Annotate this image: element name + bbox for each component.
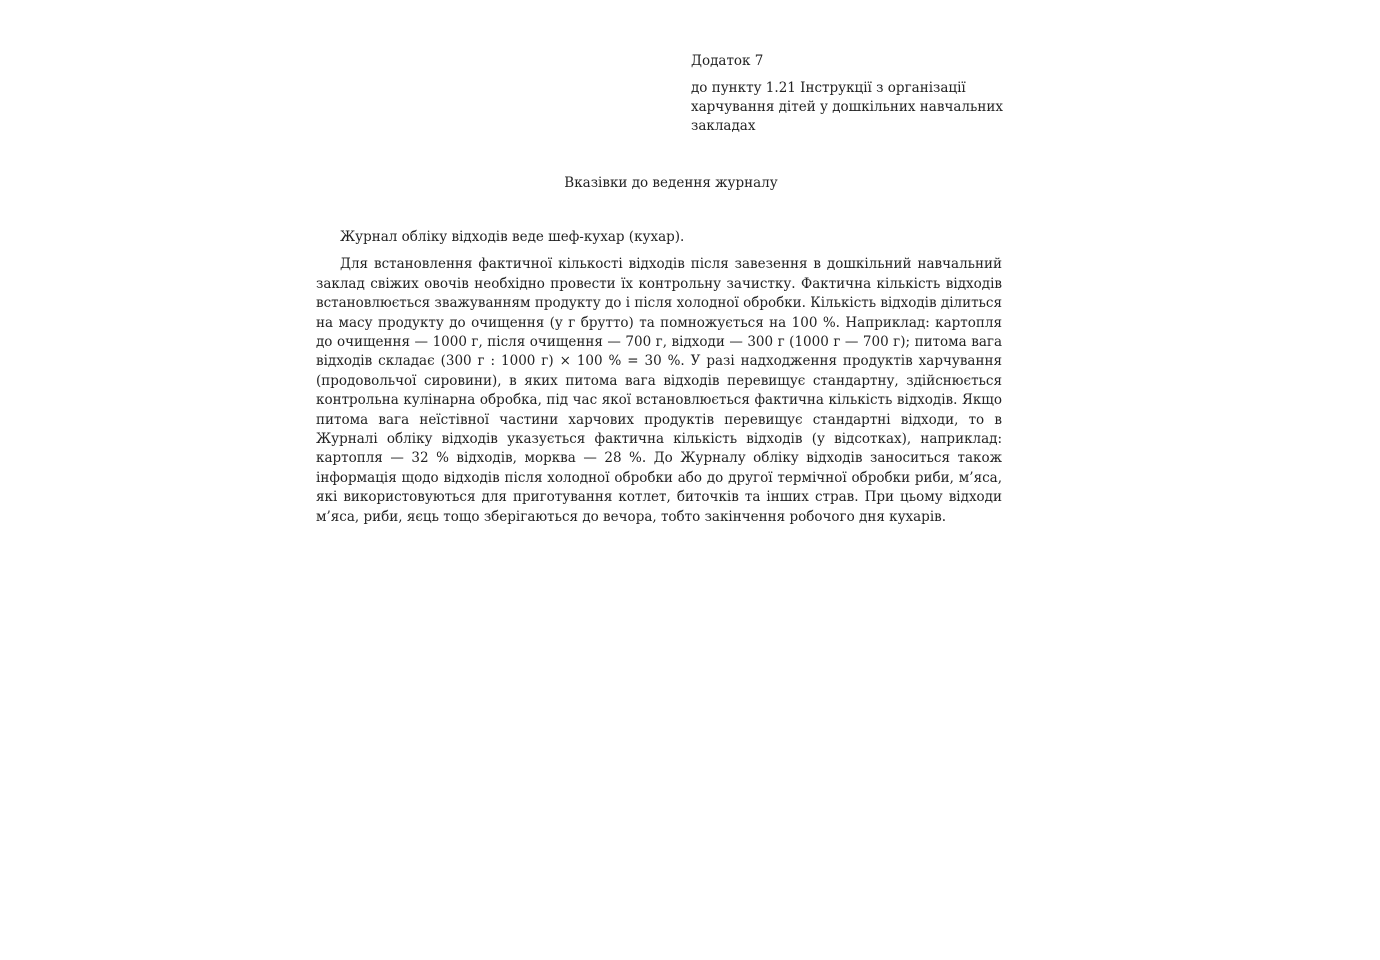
paragraph-intro: Журнал обліку відходів веде шеф-кухар (кухар). xyxy=(340,229,685,245)
appendix-label: Додаток 7 xyxy=(691,53,764,69)
paragraph-main: Для встановлення фактичної кількості відходів після завезення в дошкільний навчальний заклад свіжих овочів необхідно провести їх контрольну зачистку. Фактична кількість відходів встановлюється зважуванням продукту до і після холодної обробки. Кількість відходів ділиться на масу продукту до очищення (у г брутто) та помножується на 100 %. Наприклад: картопля до очищення — 1000 г, після очищення — 700 г, відходи — 300 г (1000 г — 700 г); питома вага відходів складає (300 г : 1000 г) × 100 % = 30 %. У разі надходження продуктів харчування (продовольчої сировини), в яких питома вага відходів перевищує стандартну, здійснюється контрольна кулінарна обробка, під час якої встановлюється фактична кількість відходів. Якщо питома вага неїстівної частини харчових продуктів перевищує стандартні відходи, то в Журналі обліку відходів указується фактична кількість відходів (у відсотках), наприклад: картопля — 32 % відходів, морква — 28 %. До Журналу обліку відходів заноситься також інформація щодо відходів після холодної обробки або до другої термічної обробки риби, м’яса, які використовуються для приготування котлет, биточків та інших страв. При цьому відходи м’яса, риби, яєць тощо зберігаються до вечора, тобто закінчення робочого дня кухарів. xyxy=(316,256,1002,525)
document-title: Вказівки до ведення журналу xyxy=(564,175,778,191)
appendix-reference: до пункту 1.21 Інструкції з організації харчування дітей у дошкільних навчальних закладах xyxy=(691,80,1003,134)
document-body xyxy=(316,228,1002,535)
appendix-block xyxy=(691,52,1011,136)
